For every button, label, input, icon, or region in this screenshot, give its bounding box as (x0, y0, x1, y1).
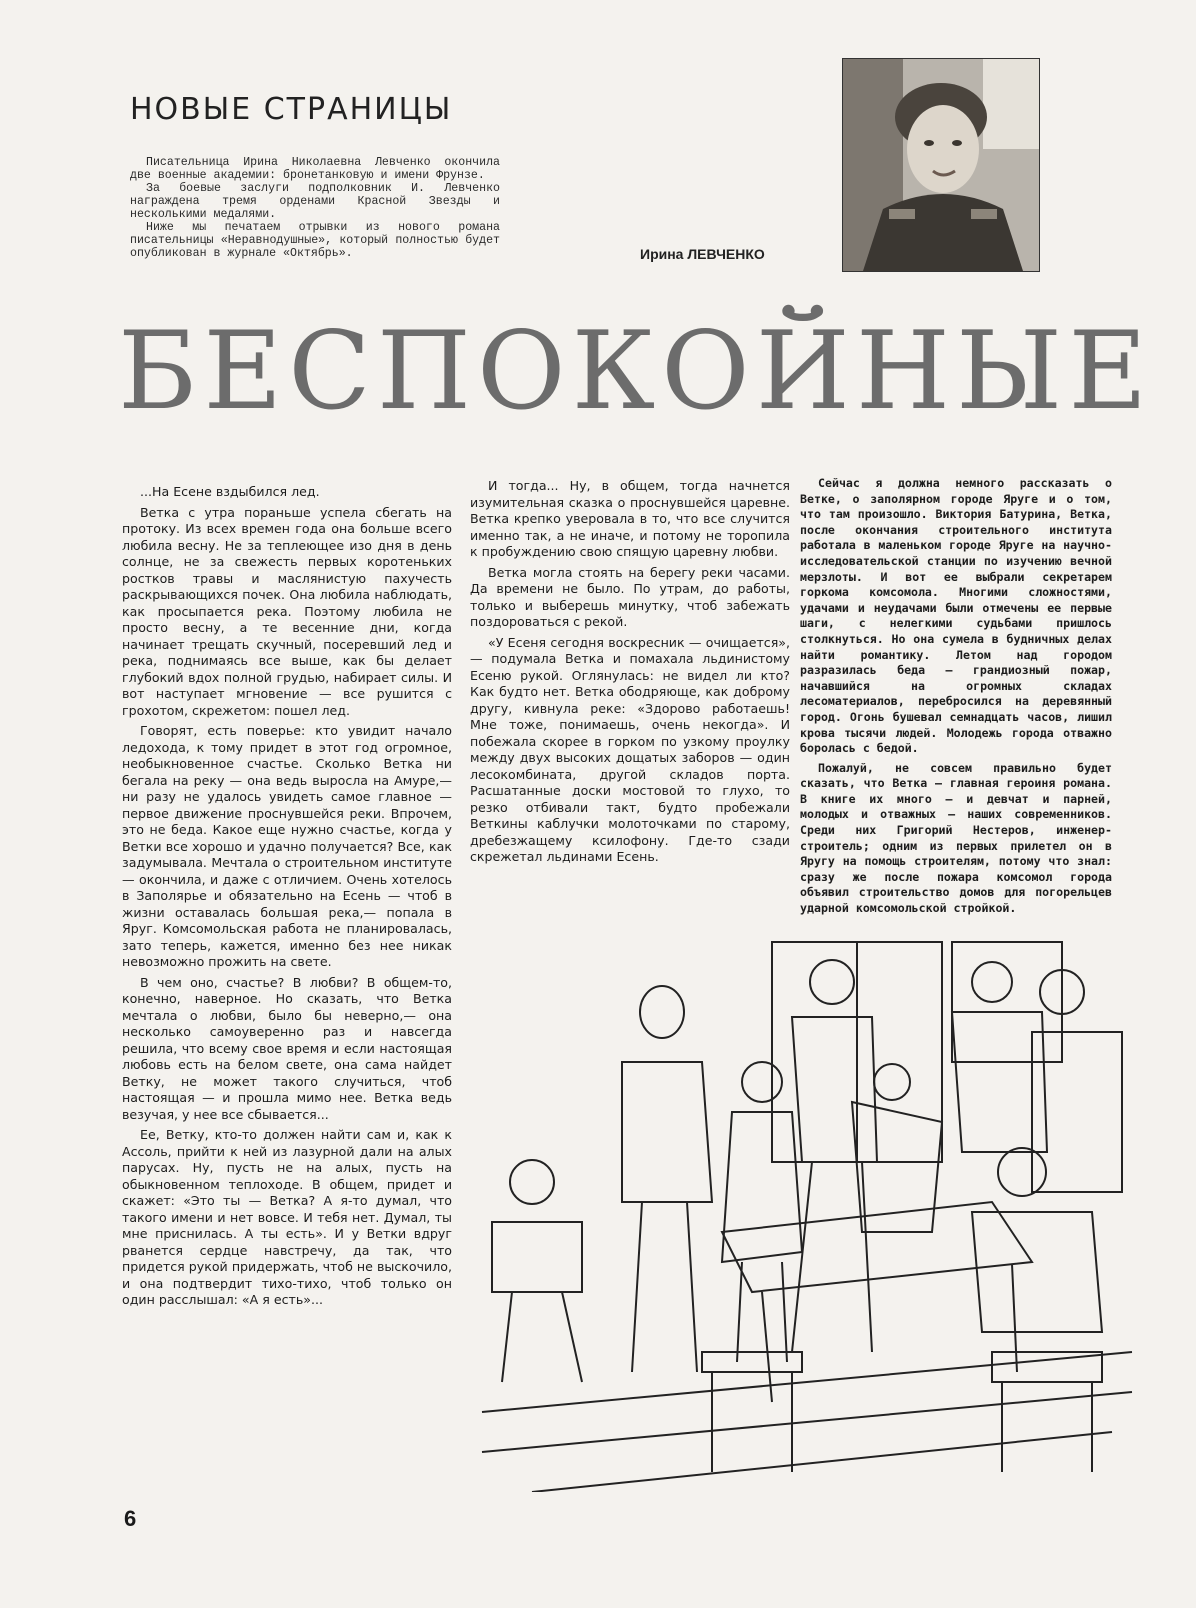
paragraph: «У Есеня сегодня воскресник — очищается»,— подумала Ветка и помахала льдинистому Есеню рукой. Оглянулась: не видел ли кто? Как будто нет. Ветка ободряюще, как доброму другу, кивнула реке: «Здорово работаешь! Мне тоже, понимаешь, очень некогда». И побежала скорее в горком по узкому проулку между двух высоких дощатых заборов — один лесокомбината, другой складов порта. Расшатанные доски мостовой то глухо, то резко отбивали такт, будто пробежали Веткины каблучки молоточками по старому, дребезжащему ксилофону. Где-то сзади скрежетал льдинами Есень. (470, 634, 790, 864)
intro-paragraph: За боевые заслуги подполковник И. Левченко награждена тремя орденами Красной Звезды и несколькими медалями. (130, 182, 500, 221)
text-column-3 (800, 476, 1112, 921)
story-title: БЕСПОКОЙНЫЕ (118, 309, 1154, 434)
paragraph: ...На Есене вздыбился лед. (140, 484, 320, 499)
intro-paragraph: Писательница Ирина Николаевна Левченко окончила две военные академии: бронетанковую и имени Фрунзе. (130, 156, 500, 182)
portrait-photo (843, 59, 1039, 271)
text-column-2 (470, 478, 790, 870)
page-number: 6 (124, 1506, 137, 1531)
author-name: Ирина ЛЕВЧЕНКО (640, 246, 765, 262)
section-title: НОВЫЕ СТРАНИЦЫ (130, 92, 453, 127)
paragraph: Ветка могла стоять на берегу реки часами. Да времени не было. По утрам, до работы, только и выберешь минутку, чтоб забежать поздороваться с рекой. (470, 564, 790, 629)
paragraph: Пожалуй, не совсем правильно будет сказать, что Ветка — главная героиня романа. В книге их много — и девчат и парней, молодых и отважных — наших современников. Среди них Григорий Нестеров, инженер-строитель; одним из первых прилетел он в Яругу на помощь строителям, потому что знал: сразу же после пожара комсомол города объявил строительство домов для погорельцев ударной комсомольской стройкой. (800, 760, 1112, 916)
paragraph: Ветка с утра пораньше успела сбегать на протоку. Из всех времен года она больше всего любила весну. Не за теплеющее изо дня в день солнце, не за свежесть первых коротеньких ростков травы и маслянистую пахучесть раскрывающихся почек. Она любила наблюдать, как просыпается река. Поэтому любила не просто весну, а те весенние дни, когда начинает трещать скучный, посеревший лед и река, поднимаясь все выше, как бы делает глубокий вдох полной грудью, набирает силы. И вот наступает мгновение — все рушится с грохотом, скрежетом: пошел лед. (122, 504, 452, 718)
paragraph: Говорят, есть поверье: кто увидит начало ледохода, к тому придет в этот год огромное, необыкновенное счастье. Сколько Ветка ни бегала на реку — она ведь выросла на Амуре,— ни разу не удалось увидеть самое главное — первое движение проснувшейся реки. Впрочем, это не беда. Какое еще нужно счастье, когда у Ветки все хорошо и удачно получается? Все, как задумывала. Мечтала о строительном институте — окончила, и даже с отличием. Очень хотелось в Заполярье и обязательно на Есень — чтоб в жизни оставалась большая река,— попала в Яруг. Комсомольская работа не планировалась, зато теперь, кажется, именно без нее никак невозможно прожить на свете. (122, 723, 452, 969)
group-scene-drawing (472, 932, 1142, 1492)
paragraph: И тогда... Ну, в общем, тогда начнется изумительная сказка о проснувшейся царевне. Ветка крепко уверовала в то, что все случится именно так, а не иначе, и потому не торопила к пробуждению свою спящую царевну любви. (470, 478, 790, 559)
intro-text (130, 156, 500, 260)
paragraph: Сейчас я должна немного рассказать о Ветке, о заполярном городе Яруге и о том, что там произошло. Виктория Батурина, Ветка, после окончания строительного института работала в маленьком городе Яруге на научно-исследовательской станции по изучению вечной мерзлоты. И вот ее выбрали секретарем горкома комсомола. Многими сложностями, удачами и неудачами были отмечены ее первые шаги, с нелегкими судьбами пришлось столкнуться. Но она сумела в будничных делах найти романтику. Летом над городом разразилась беда — грандиозный пожар, начавшийся на огромных складах лесоматериалов, перебросился на деревянный город. Огонь бушевал семнадцать часов, лишил крова тысячи людей. Молодежь города отважно боролась с бедой. (800, 476, 1112, 756)
paragraph: В чем оно, счастье? В любви? В общем-то, конечно, наверное. Но сказать, что Ветка мечтала о любви, было бы неверно,— она несколько самоуверенно раз и навсегда решила, что всему свое время и если настоящая любовь есть на белом свете, она сама найдет Ветку, не может такого случиться, чтоб настоящая — и прошла мимо нее. Ветка ведь везучая, у нее все сбывается... (122, 974, 452, 1122)
paragraph: Ее, Ветку, кто-то должен найти сам и, как к Ассоль, прийти к ней из лазурной дали на алых парусах. Ну, пусть не на алых, пусть на обыкновенном теплоходе. В общем, придет и скажет: «Это ты — Ветка? А я-то думал, что такого имени и нет вовсе. И тебя нет. Думал, ты мне приснилась. А ты есть». И у Ветки вдруг рванется сердце навстречу, да так, что придется рукой придержать, чтоб не выскочило, и она подтвердит тихо-тихо, чтоб только он один расслышал: «А я есть»... (122, 1127, 452, 1307)
intro-paragraph: Ниже мы печатаем отрывки из нового романа писательницы «Неравнодушные», который полностью будет опубликован в журнале «Октябрь». (130, 221, 500, 260)
author-portrait (842, 58, 1040, 272)
text-column-1 (122, 484, 452, 1313)
illustration (472, 932, 1142, 1492)
